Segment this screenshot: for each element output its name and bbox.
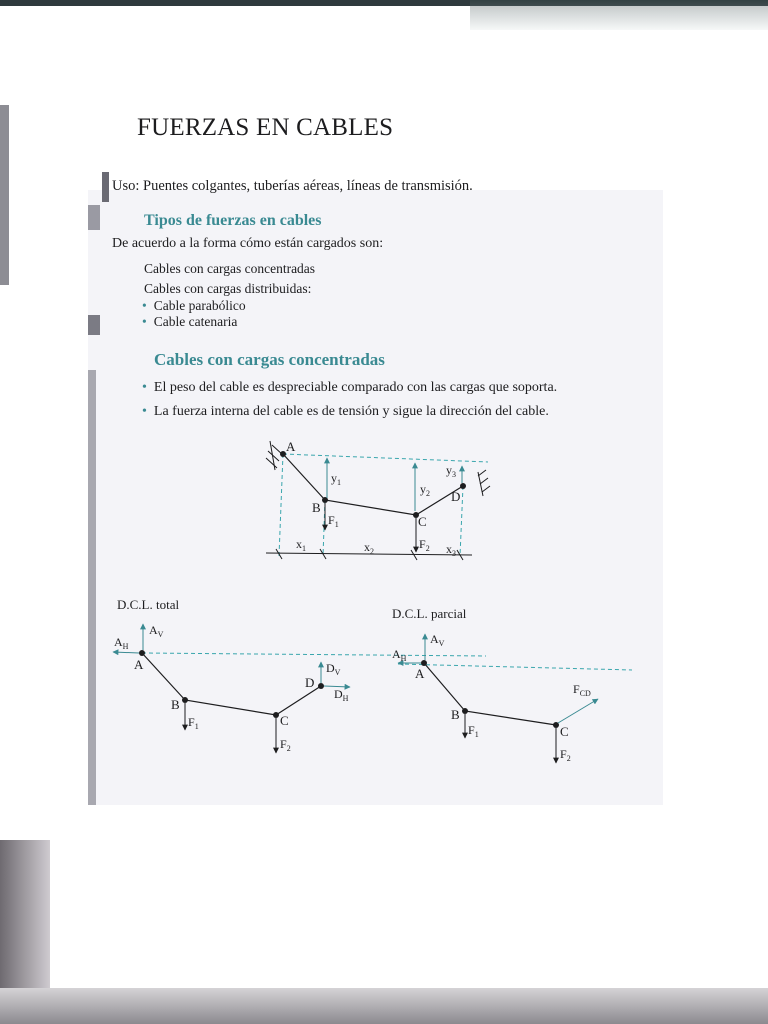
cable-line bbox=[283, 454, 463, 515]
label-f2: $F_2$ bbox=[419, 537, 430, 553]
dcl-total-label: D.C.L. total bbox=[117, 597, 180, 612]
label-x3: $x_3$ bbox=[446, 542, 456, 558]
concentradas-bullet: • El peso del cable es despreciable comparado con las cargas que soporta. bbox=[142, 380, 557, 396]
label-y3: $y_3$ bbox=[446, 463, 456, 479]
concentradas-bullet: • La fuerza interna del cable es de tensión y sigue la dirección del cable. bbox=[142, 404, 549, 420]
svg-text:F2: $F_2$ bbox=[560, 747, 571, 763]
label-f1: $F_1$ bbox=[328, 513, 339, 529]
tipos-line-2: Cables con cargas distribuidas: bbox=[144, 281, 312, 296]
svg-text:DV: $D_V$ bbox=[326, 661, 341, 677]
label-d: D bbox=[451, 489, 461, 504]
svg-text:C: C bbox=[560, 724, 569, 739]
node-d bbox=[460, 483, 466, 489]
concentradas-heading: Cables con cargas concentradas bbox=[154, 350, 385, 369]
svg-text:AV: $A_V$ bbox=[149, 623, 164, 639]
svg-text:AH: $A_H$ bbox=[114, 635, 129, 651]
label-c: C bbox=[418, 514, 427, 529]
page-title: FUERZAS EN CABLES bbox=[137, 114, 394, 141]
svg-text:A: A bbox=[134, 657, 144, 672]
tipos-bullet: • Cable catenaria bbox=[142, 314, 237, 330]
svg-text:F2: $F_2$ bbox=[280, 737, 291, 753]
reference-line bbox=[283, 454, 488, 462]
svg-text:B: B bbox=[451, 707, 460, 722]
tipos-bullet: • Cable parabólico bbox=[142, 298, 246, 314]
label-b: B bbox=[312, 500, 321, 515]
dcl-total-cable bbox=[142, 653, 321, 715]
svg-text:AV: $A_V$ bbox=[430, 632, 445, 648]
svg-text:C: C bbox=[280, 713, 289, 728]
label-y2: $y_2$ bbox=[420, 482, 430, 498]
svg-text:AH: $A_H$ bbox=[392, 647, 407, 663]
svg-text:FCD: $F_{CD}$ bbox=[573, 682, 591, 698]
tipos-heading: Tipos de fuerzas en cables bbox=[144, 212, 322, 229]
support-d bbox=[478, 470, 490, 496]
dcl-parcial-label: D.C.L. parcial bbox=[392, 606, 467, 621]
tipos-line-1: Cables con cargas concentradas bbox=[144, 261, 316, 276]
label-a: A bbox=[286, 439, 296, 454]
svg-text:F1: $F_1$ bbox=[188, 715, 199, 731]
uso-text: Uso: Puentes colgantes, tuberías aéreas, líneas de transmisión. bbox=[112, 178, 473, 194]
tipos-intro: De acuerdo a la forma cómo están cargados son: bbox=[112, 236, 384, 251]
label-x1: $x_1$ bbox=[296, 537, 306, 553]
label-x2: $x_2$ bbox=[364, 540, 374, 556]
dcl-parcial-cable bbox=[424, 663, 556, 725]
svg-text:B: B bbox=[171, 697, 180, 712]
label-y1: $y_1$ bbox=[331, 471, 341, 487]
svg-text:A: A bbox=[415, 666, 425, 681]
svg-text:DH: $D_H$ bbox=[334, 687, 349, 703]
svg-text:F1: $F_1$ bbox=[468, 723, 479, 739]
svg-text:D: D bbox=[305, 675, 315, 690]
